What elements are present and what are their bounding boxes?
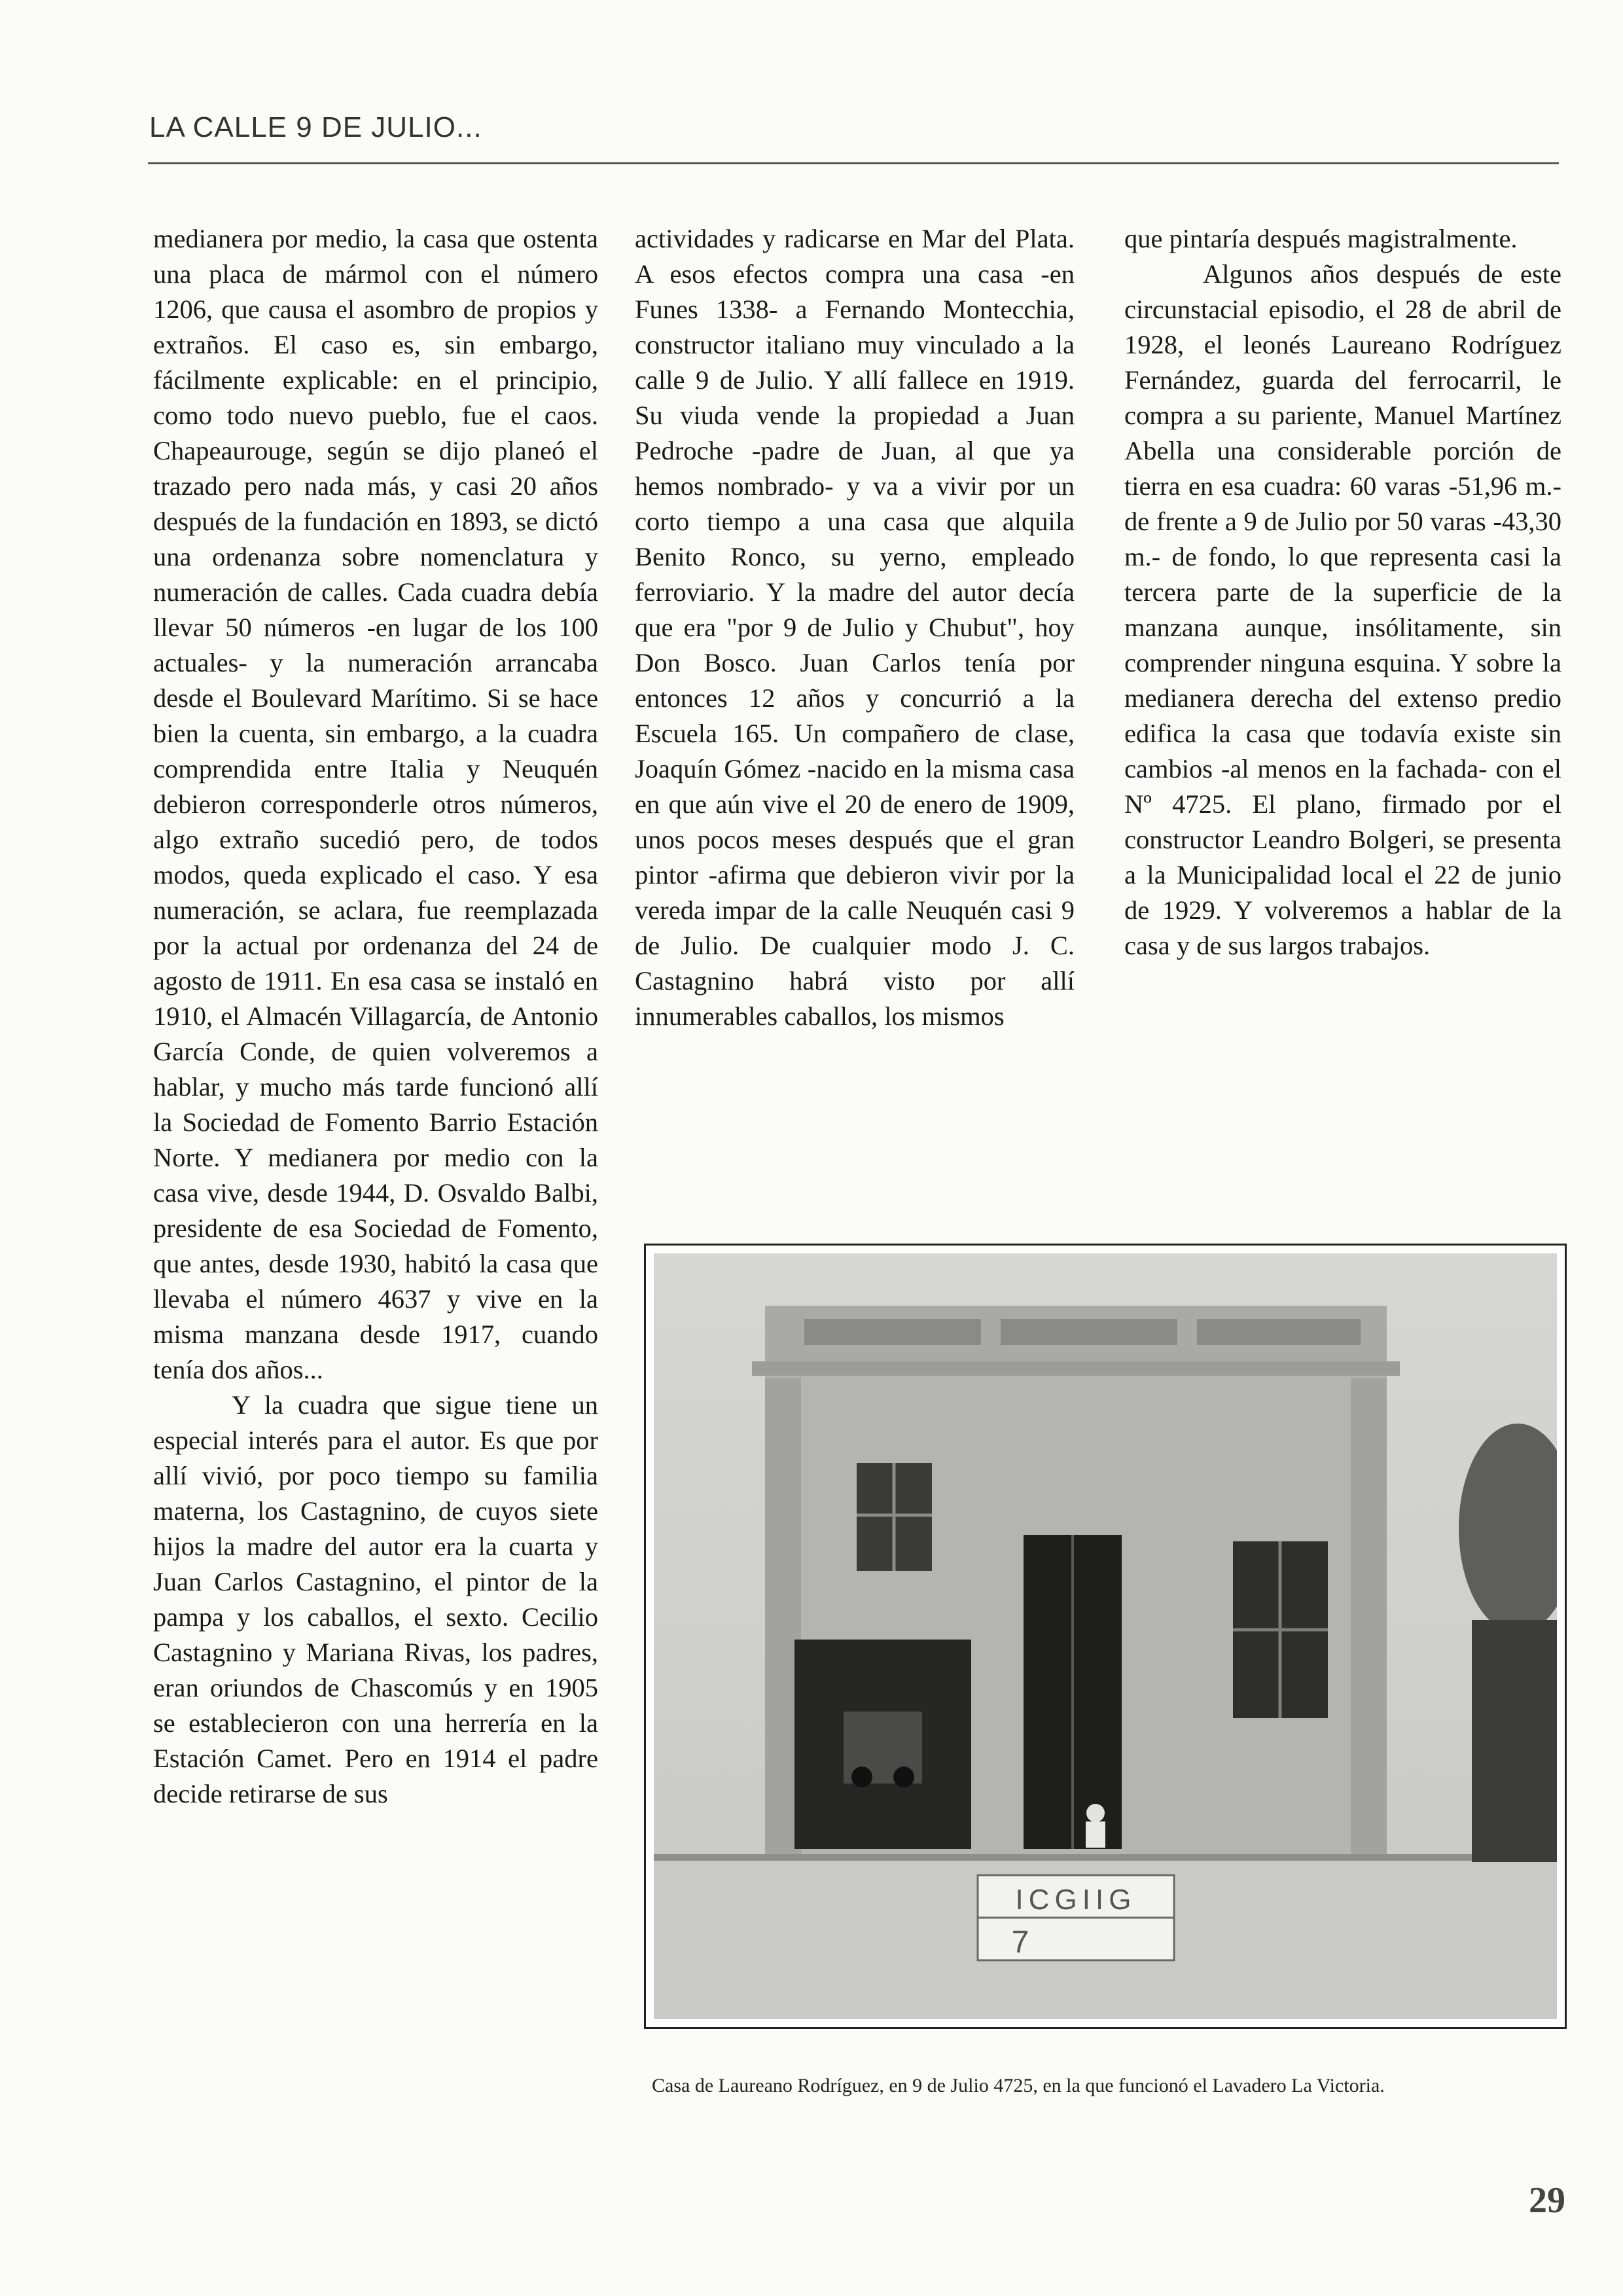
- page-number: 29: [1529, 2180, 1565, 2221]
- text-column-1: [153, 221, 598, 1812]
- running-header: LA CALLE 9 DE JULIO...: [149, 111, 482, 143]
- sign-number: 7: [1011, 1925, 1029, 1960]
- text-column-3: [1124, 221, 1561, 963]
- photo-caption: Casa de Laureano Rodríguez, en 9 de Julio 4725, en la que funcionó el Lavadero La Victoria.: [652, 2075, 1385, 2096]
- paragraph: que pintaría después magistralmente.: [1124, 224, 1518, 253]
- paragraph: medianera por medio, la casa que ostenta una placa de mármol con el número 1206, que causa el asombro de propios y extraños. El caso es, sin embargo, fácilmente explicable: en el principio, como todo nuevo pueblo, fue el caos. Chapeaurouge, según se dijo planeó el trazado pero nada más, y casi 20 años después de la fundación en 1893, se dictó una ordenanza sobre nomenclatura y numeración de calles. Cada cuadra debía llevar 50 números -en lugar de los 100 actuales- y la numeración arrancaba desde el Boulevard Marítimo. Si se hace bien la cuenta, sin embargo, a la cuadra comprendida entre Italia y Neuquén debieron corresponderle otros números, algo extraño sucedió pero, de todos modos, queda explicado el caso. Y esa numeración, se aclara, fue reemplazada por la actual por ordenanza del 24 de agosto de 1911. En esa casa se instaló en 1910, el Almacén Villagarcía, de Antonio García Conde, de quien volveremos a hablar, y mucho más tarde funcionó allí la Sociedad de Fomento Barrio Estación Norte. Y medianera por medio con la casa vive, desde 1944, D. Osvaldo Balbi, presidente de esa Sociedad de Fomento, que antes, desde 1930, habitó la casa que llevaba el número 4637 y vive en la misma manzana desde 1917, cuando tenía dos años...: [153, 224, 598, 1384]
- paragraph: Y la cuadra que sigue tiene un especial interés para el autor. Es que por allí vivió, por poco tiempo su familia materna, los Castagnino, de cuyos siete hijos la madre del autor era la cuarta y Juan Carlos Castagnino, el pintor de la pampa y los caballos, el sexto. Cecilio Castagnino y Mariana Rivas, los padres, eran oriundos de Chascomús y en 1905 se establecieron con una herrería en la Estación Camet. Pero en 1914 el padre decide retirarse de sus: [153, 1390, 598, 1808]
- balustrade-panel: [1197, 1319, 1361, 1345]
- house-photo-illustration: [654, 1253, 1557, 2019]
- pilaster: [1351, 1378, 1387, 1856]
- child-figure: [1086, 1804, 1105, 1822]
- header-rule: [148, 162, 1559, 164]
- balustrade-panel: [1001, 1319, 1177, 1345]
- balustrade-panel: [804, 1319, 981, 1345]
- paragraph: Algunos años después de este circunstacial episodio, el 28 de abril de 1928, el leonés Laureano Rodríguez Fernández, guarda del ferrocarril, le compra a su pariente, Manuel Martínez Abella una considerable porción de tierra en esa cuadra: 60 varas -51,96 m.- de frente a 9 de Julio por 50 varas -43,30 m.- de fondo, lo que representa casi la tercera parte de la superficie de la manzana aunque, insólitamente, sin comprender ninguna esquina. Y sobre la medianera derecha del extenso predio edifica la casa que todavía existe sin cambios -al menos en la fachada- con el Nº 4725. El plano, firmado por el constructor Leandro Bolgeri, se presenta a la Municipalidad local el 22 de junio de 1929. Y volveremos a hablar de la casa y de sus largos trabajos.: [1124, 259, 1561, 960]
- cornice: [752, 1361, 1400, 1376]
- house-photo: [644, 1244, 1567, 2029]
- sign-text: ICGIIG: [1015, 1884, 1137, 1916]
- text-column-2: [635, 221, 1075, 1034]
- paragraph: actividades y radicarse en Mar del Plata. A esos efectos compra una casa -en Funes 1338- a Fernando Montecchia, constructor italiano muy vinculado a la calle 9 de Julio. Y allí fallece en 1919. Su viuda vende la propiedad a Juan Pedroche -padre de Juan, al que ya hemos nombrado- y va a vivir por un corto tiempo a una casa que alquila Benito Ronco, su yerno, empleado ferroviario. Y la madre del autor decía que era "por 9 de Julio y Chubut", hoy Don Bosco. Juan Carlos tenía por entonces 12 años y concurrió a la Escuela 165. Un compañero de clase, Joaquín Gómez -nacido en la misma casa en que aún vive el 20 de enero de 1909, unos pocos meses después que el gran pintor -afirma que debieron vivir por la vereda impar de la calle Neuquén casi 9 de Julio. De cualquier modo J. C. Castagnino habrá visto por allí innumerables caballos, los mismos: [635, 224, 1075, 1031]
